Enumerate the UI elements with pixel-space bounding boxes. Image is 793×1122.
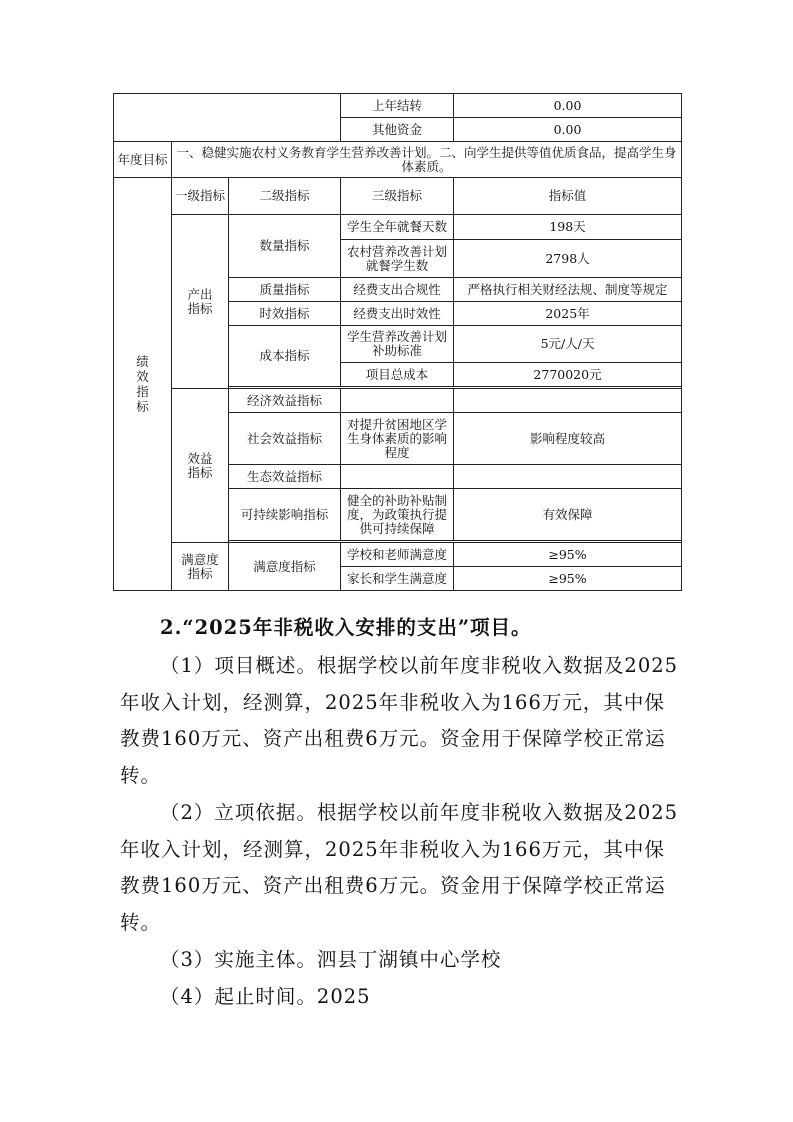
- compliance-label: 经费支出合规性: [341, 278, 454, 302]
- social-indicator-label: 社会效益指标: [229, 413, 341, 465]
- ecological-value-cell: [454, 465, 682, 489]
- annual-goal-text: 一、稳健实施农村义务教育学生营养改善计划。二、向学生提供等值优质食品，提高学生身体素质。: [172, 142, 682, 178]
- header-level2: 二级指标: [229, 178, 341, 215]
- empty-cell: [114, 94, 341, 142]
- header-level3: 三级指标: [341, 178, 454, 215]
- parent-satisfaction-value: ≥95%: [454, 567, 682, 591]
- economic-value-cell: [454, 389, 682, 413]
- economic-indicator-label: 经济效益指标: [229, 389, 341, 413]
- table-row: [114, 94, 682, 118]
- performance-table: [113, 93, 682, 591]
- output-indicator-label: [172, 215, 229, 389]
- benefit-indicator-label: [172, 389, 229, 543]
- meal-days-label: 学生全年就餐天数: [341, 215, 454, 240]
- annual-goal-label: 年度目标: [114, 142, 172, 178]
- quality-indicator-label: 质量指标: [229, 278, 341, 302]
- economic-l3-cell: [341, 389, 454, 413]
- table-row: [114, 142, 682, 178]
- perf-indicator-text: 绩效指标: [136, 354, 149, 414]
- perf-indicator-label: [114, 178, 172, 591]
- output-indicator-text: 产出指标: [187, 286, 213, 316]
- paragraph-basis: （2）立项依据。根据学校以前年度非税收入数据及2025年收入计划，经测算，2025年非税收入为166万元，其中保教费160万元、资产出租费6万元。资金用于保障学校正常运转。: [120, 801, 679, 934]
- timeliness-indicator-label: 时效指标: [229, 302, 341, 326]
- table-row: [114, 215, 682, 240]
- header-level1: 一级指标: [172, 178, 229, 215]
- header-value: 指标值: [454, 178, 682, 215]
- section-heading: 2.“2025年非税收入安排的支出”项目。: [160, 616, 532, 639]
- ecological-l3-cell: [341, 465, 454, 489]
- table-header-row: [114, 178, 682, 215]
- satisfaction-l2-label: 满意度指标: [229, 543, 341, 591]
- parent-satisfaction-label: 家长和学生满意度: [341, 567, 454, 591]
- satisfaction-l1-text: 满意度指标: [181, 551, 219, 581]
- paragraph-period: （4）起止时间。2025: [160, 985, 371, 1008]
- sustainability-label: 健全的补助补贴制度，为政策执行提供可持续保障: [341, 489, 454, 541]
- other-funds-value: 0.00: [454, 118, 682, 142]
- paragraph-implementer: （3）实施主体。泗县丁湖镇中心学校: [160, 948, 502, 971]
- total-cost-label: 项目总成本: [341, 363, 454, 387]
- timeliness-label: 经费支出时效性: [341, 302, 454, 326]
- social-impact-value: 影响程度较高: [454, 413, 682, 465]
- social-impact-label: 对提升贫困地区学生身体素质的影响程度: [341, 413, 454, 465]
- ecological-indicator-label: 生态效益指标: [229, 465, 341, 489]
- carry-over-value: 0.00: [454, 94, 682, 118]
- sustainability-indicator-label: 可持续影响指标: [229, 489, 341, 541]
- timeliness-value: 2025年: [454, 302, 682, 326]
- carry-over-label: 上年结转: [341, 94, 454, 118]
- sustainability-value: 有效保障: [454, 489, 682, 541]
- satisfaction-l1-label: [172, 543, 229, 591]
- subsidy-standard-value: 5元/人/天: [454, 326, 682, 363]
- paragraph-overview: （1）项目概述。根据学校以前年度非税收入数据及2025年收入计划，经测算，2025年非税收入为166万元，其中保教费160万元、资产出租费6万元。资金用于保障学校正常运转。: [120, 654, 679, 787]
- teacher-satisfaction-label: 学校和老师满意度: [341, 543, 454, 567]
- table-row: [114, 389, 682, 413]
- compliance-value: 严格执行相关财经法规、制度等规定: [454, 278, 682, 302]
- table-row: [114, 543, 682, 567]
- quantity-indicator-label: 数量指标: [229, 215, 341, 278]
- students-count-label: 农村营养改善计划就餐学生数: [341, 240, 454, 278]
- total-cost-value: 2770020元: [454, 363, 682, 387]
- students-count-value: 2798人: [454, 240, 682, 278]
- benefit-indicator-text: 效益指标: [187, 450, 213, 480]
- other-funds-label: 其他资金: [341, 118, 454, 142]
- meal-days-value: 198天: [454, 215, 682, 240]
- teacher-satisfaction-value: ≥95%: [454, 543, 682, 567]
- subsidy-standard-label: 学生营养改善计划补助标准: [341, 326, 454, 363]
- cost-indicator-label: 成本指标: [229, 326, 341, 387]
